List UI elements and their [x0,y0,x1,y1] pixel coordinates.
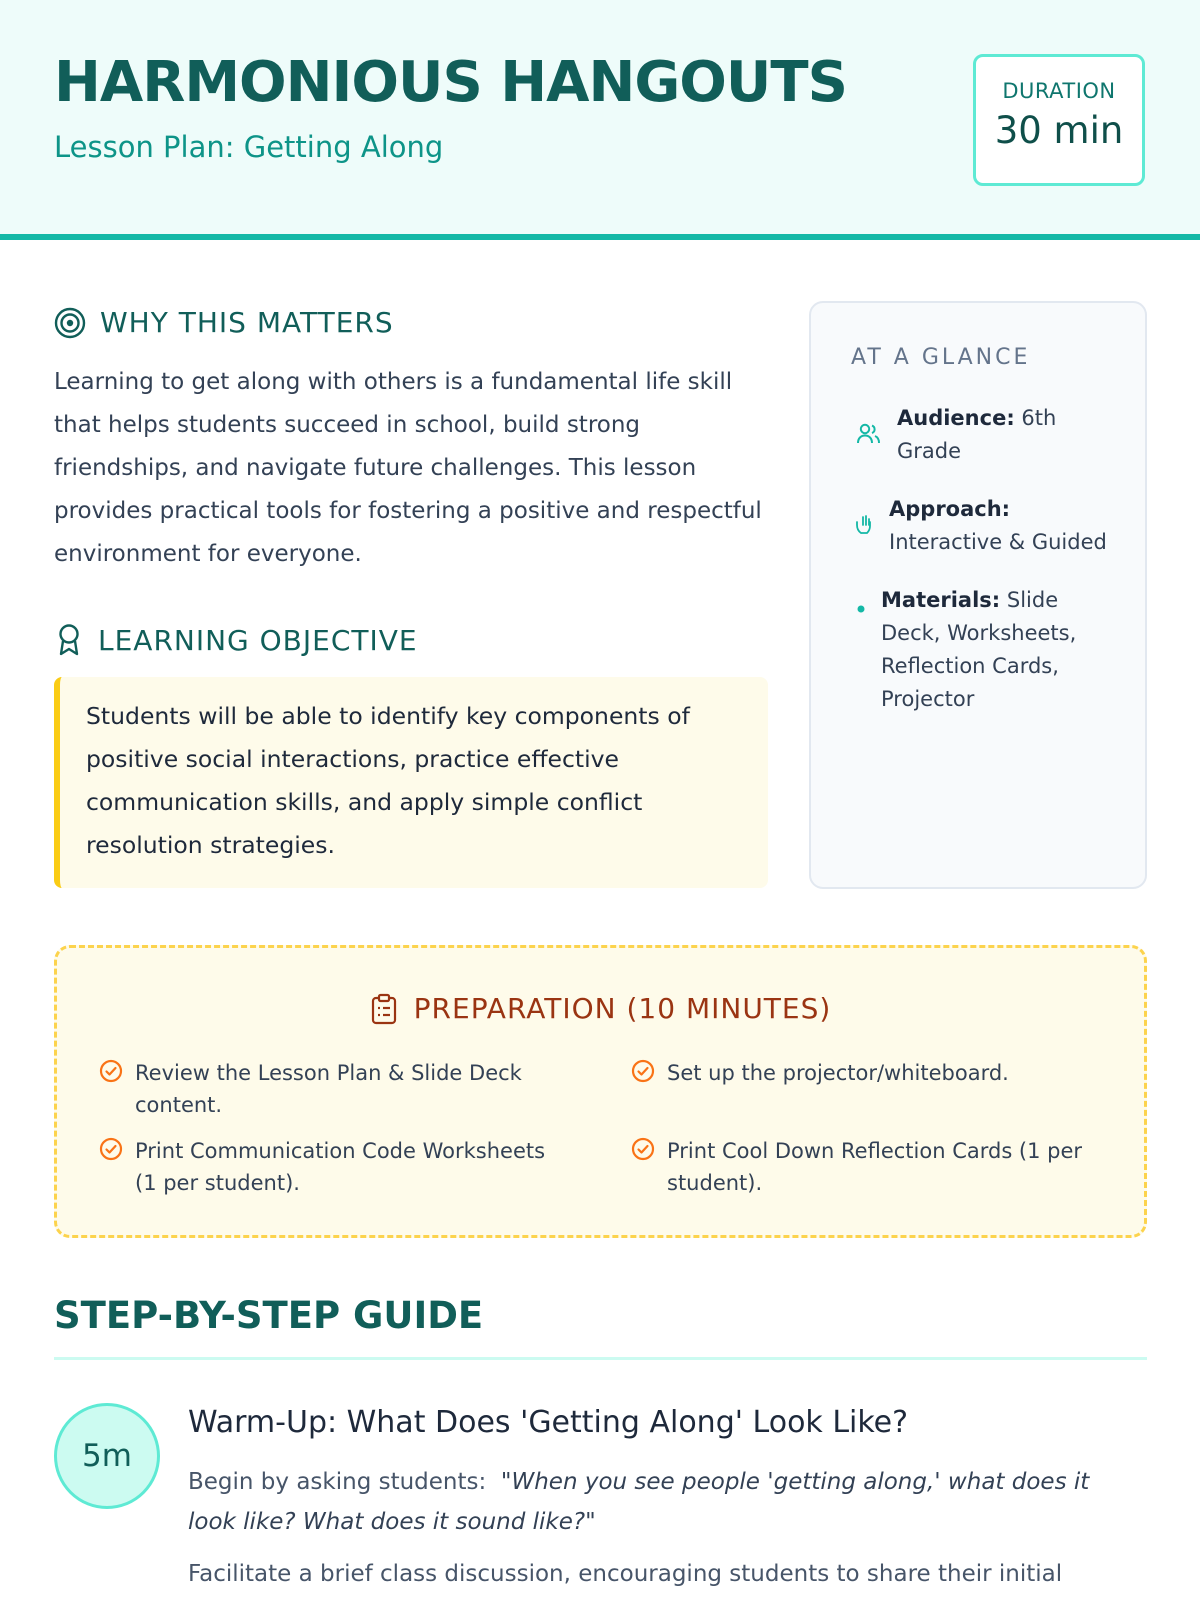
check-circle-icon [631,1059,655,1083]
glance-audience-value: 6th Grade [897,406,1057,463]
check-circle-icon [99,1059,123,1083]
guide-divider [54,1357,1147,1360]
glance-materials-label: Materials: [881,588,1001,612]
step-quote: "When you see people 'getting along,' what does it look like? What does it sound like?" [188,1469,1090,1535]
glance-item-audience [851,402,1111,468]
objective-callout [54,677,768,888]
page-title: HARMONIOUS HANGOUTS [54,50,847,115]
glance-audience-label: Audience: [897,406,1015,430]
check-circle-icon [631,1137,655,1161]
prep-item: Set up the projector/whiteboard. [631,1057,1091,1089]
at-a-glance-card [809,301,1147,889]
hand-raised-icon [855,513,875,535]
prep-item: Review the Lesson Plan & Slide Deck content. [99,1057,559,1121]
prep-item: Print Communication Code Worksheets (1 per student). [99,1135,559,1199]
why-heading-label: WHY THIS MATTERS [100,306,394,339]
page-subtitle: Lesson Plan: Getting Along [54,130,444,164]
glance-materials-value: Slide Deck, Worksheets, Reflection Cards, Projector [881,588,1077,711]
guide-heading: STEP-BY-STEP GUIDE [54,1294,484,1337]
target-icon [54,307,86,339]
why-text: Learning to get along with others is a fundamental life skill that helps students succeed in school, build strong friendships, and navigate future challenges. This lesson provides practical tools for fostering a positive and respectful environment for everyone. [54,369,762,567]
preparation-heading-label: PREPARATION (10 MINUTES) [413,992,832,1025]
clipboard-icon [370,993,398,1025]
step-time-badge: 5m [54,1403,160,1509]
preparation-box [54,945,1147,1238]
lesson-header [0,0,1200,240]
duration-label: DURATION [1002,79,1116,103]
why-heading [54,306,394,339]
prep-item: Print Cool Down Reflection Cards (1 per student). [631,1135,1091,1199]
step-title: Warm-Up: What Does 'Getting Along' Look Like? [188,1405,909,1440]
check-circle-icon [99,1137,123,1161]
glance-heading: AT A GLANCE [851,345,1031,370]
objective-heading-label: LEARNING OBJECTIVE [98,623,418,657]
glance-item-approach [851,493,1121,559]
glance-approach-label: Approach: [889,497,1011,521]
dot-icon [856,604,866,614]
preparation-heading [57,992,1144,1025]
users-icon [856,421,882,447]
objective-heading [54,623,418,657]
duration-value: 30 min [994,109,1124,152]
step-text: Facilitate a brief class discussion, encouraging students to share their initial [188,1561,1063,1587]
glance-item-materials [851,584,1101,716]
glance-approach-value: Interactive & Guided [889,530,1107,554]
step-intro [188,1462,1138,1542]
step-intro-text: Begin by asking students: [188,1469,487,1495]
award-icon [54,623,84,657]
objective-text: Students will be able to identify key components of positive social interactions, practice effective communication skills, and apply simple conflict resolution strategies. [86,702,690,859]
duration-box [973,54,1145,186]
